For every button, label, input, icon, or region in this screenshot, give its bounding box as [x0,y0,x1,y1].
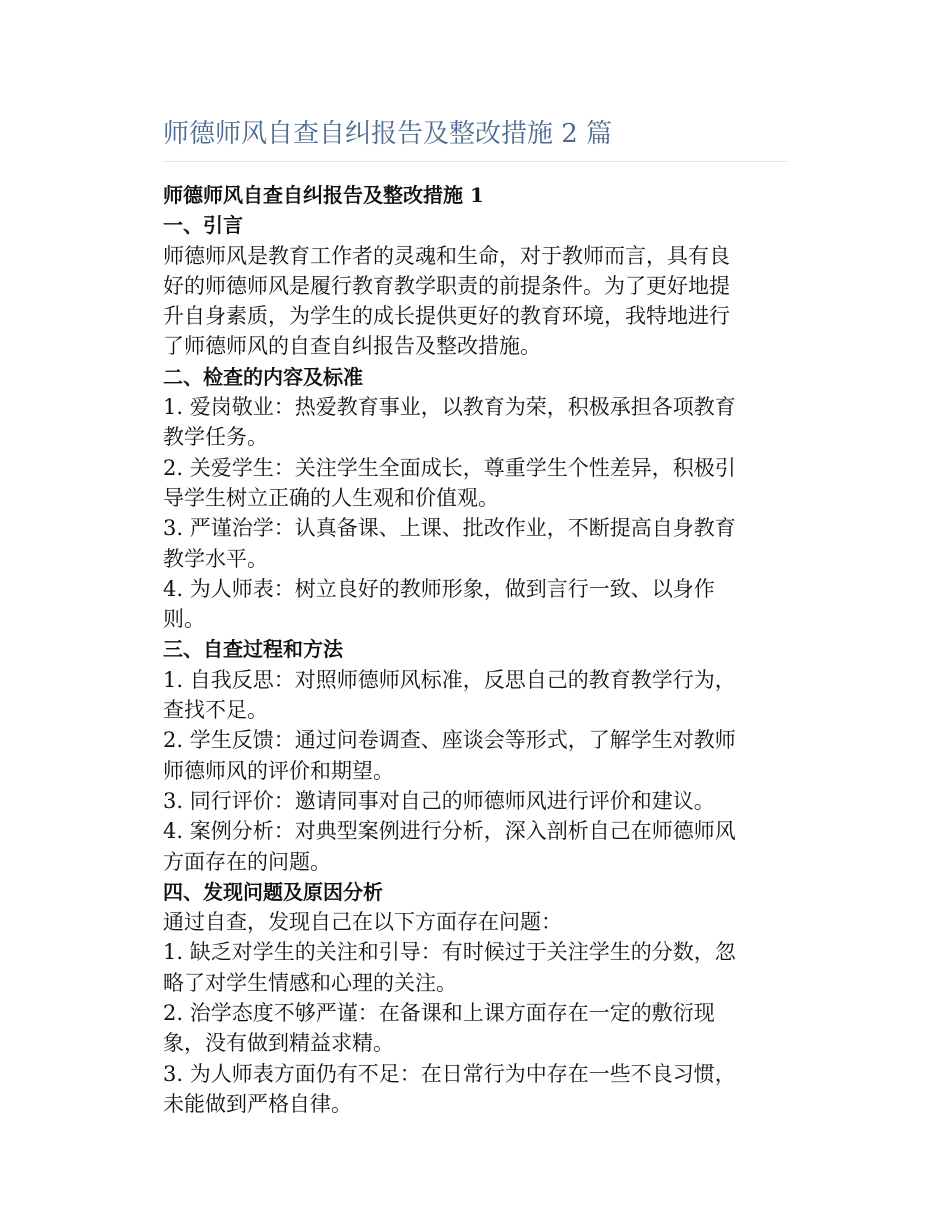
text-line: 则。 [163,607,205,632]
text-line: 1. 缺乏对学生的关注和引导：有时候过于关注学生的分数，忽 [163,940,736,965]
text-line: 4. 为人师表：树立良好的教师形象，做到言行一致、以身作 [163,576,715,601]
section-heading: 二、检查的内容及标准 [163,364,363,389]
text-line: 3. 严谨治学：认真备课、上课、批改作业，不断提高自身教育 [163,516,736,541]
document-title: 师德师风自查自纠报告及整改措施 2 篇 [163,119,613,149]
text-line: 导学生树立正确的人生观和价值观。 [163,485,499,510]
text-line: 升自身素质，为学生的成长提供更好的教育环境，我特地进行 [163,304,730,329]
text-line: 通过自查，发现自己在以下方面存在问题： [163,910,562,935]
section-heading: 三、自查过程和方法 [163,637,343,662]
text-line: 2. 治学态度不够严谨：在备课和上课方面存在一定的敷衍现 [163,1001,715,1026]
text-line: 师德师风是教育工作者的灵魂和生命，对于教师而言，具有良 [163,243,730,268]
section-heading: 一、引言 [163,213,243,238]
text-line: 略了对学生情感和心理的关注。 [163,970,457,995]
text-line: 好的师德师风是履行教育教学职责的前提条件。为了更好地提 [163,273,730,298]
text-line: 2. 学生反馈：通过问卷调查、座谈会等形式，了解学生对教师 [163,728,736,753]
document-body [163,180,773,1119]
text-line: 1. 爱岗敬业：热爱教育事业，以教育为荣，积极承担各项教育 [163,395,736,420]
section-heading: 四、发现问题及原因分析 [163,879,383,904]
text-line: 教学任务。 [163,425,268,450]
title-divider [163,161,787,162]
text-line: 方面存在的问题。 [163,849,331,874]
text-line: 师德师风的评价和期望。 [163,758,394,783]
text-line: 1. 自我反思：对照师德师风标准，反思自己的教育教学行为， [163,667,736,692]
text-line: 查找不足。 [163,698,268,723]
text-line: 了师德师风的自查自纠报告及整改措施。 [163,334,541,359]
text-line: 2. 关爱学生：关注学生全面成长，尊重学生个性差异，积极引 [163,455,736,480]
text-line: 3. 为人师表方面仍有不足：在日常行为中存在一些不良习惯， [163,1061,736,1086]
section-heading: 师德师风自查自纠报告及整改措施 1 [163,183,484,207]
text-line: 象，没有做到精益求精。 [163,1031,394,1056]
text-line: 教学水平。 [163,546,268,571]
text-line: 3. 同行评价：邀请同事对自己的师德师风进行评价和建议。 [163,788,715,813]
text-line: 4. 案例分析：对典型案例进行分析，深入剖析自己在师德师风 [163,819,736,844]
text-line: 未能做到严格自律。 [163,1091,352,1116]
